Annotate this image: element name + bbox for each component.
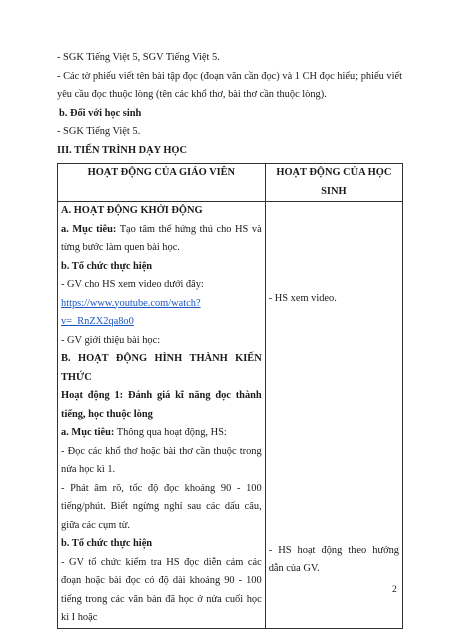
video-link[interactable]: https://www.youtube.com/watch? <box>61 297 201 309</box>
table-header-row <box>58 164 403 202</box>
hs-hoat-dong: - HS hoạt động theo hướng dẫn của GV. <box>268 544 399 574</box>
doc-kho-tho: - Đọc các khổ thơ hoặc bài thơ cần thuộc trong nửa học kì 1. <box>61 445 262 475</box>
hs-spacer <box>269 202 399 290</box>
to-chuc-heading: b. Tổ chức thực hiện <box>61 260 153 272</box>
gv-kiem-tra: - GV tổ chức kiểm tra HS đọc diễn cảm các đoạn hoặc bài đọc có độ dài khoảng 90 - 100 tiếng trong các văn bản đã học ở nửa cuối học kì I hoặc <box>61 556 262 623</box>
hs-spacer-2 <box>269 309 399 542</box>
section-b-heading: B. HOẠT ĐỘNG HÌNH THÀNH KIẾN THỨC <box>61 353 262 383</box>
gv-video-line: - GV cho HS xem video dưới đây: <box>61 279 204 290</box>
hoat-dong-1-heading: Hoạt động 1: Đánh giá kĩ năng đọc thành tiếng, học thuộc lòng <box>61 390 262 420</box>
hs-xem-video: - HS xem video. <box>268 293 337 304</box>
video-link-id[interactable]: v=_RnZX2qa8o0 <box>61 316 134 327</box>
to-chuc-heading-2: b. Tổ chức thực hiện <box>61 538 153 549</box>
section-a-heading: A. HOẠT ĐỘNG KHỞI ĐỘNG <box>61 205 203 216</box>
header-gv: HOẠT ĐỘNG CỦA GIÁO VIÊN <box>58 164 266 202</box>
hs-cell <box>265 202 402 629</box>
heading-tien-trinh: III. TIẾN TRÌNH DẠY HỌC <box>57 144 188 156</box>
table-row <box>58 202 403 629</box>
muc-tieu-b <box>61 424 262 443</box>
muc-tieu-label: a. Mục tiêu: <box>61 223 117 235</box>
muc-tieu-text: Tạo tâm thế hứng thú cho HS và từng bước làm quen bài học. <box>61 223 262 253</box>
intro-line-sgk: - SGK Tiếng Việt 5, SGV Tiếng Việt 5. <box>57 52 220 63</box>
intro-section <box>57 49 402 160</box>
gv-gioi-thieu: - GV giới thiệu bài học: <box>61 334 161 346</box>
phat-am: - Phát âm rõ, tốc độ đọc khoảng 90 - 100 tiếng/phút. Biết ngừng nghỉ sau các dấu câu, giữa các cụm từ. <box>61 482 262 531</box>
video-link-line-1[interactable] <box>61 295 262 314</box>
header-hs: HOẠT ĐỘNG CỦA HỌC SINH <box>265 164 402 202</box>
muc-tieu-2-text: Thông qua hoạt động, HS: <box>114 427 227 438</box>
heading-doi-voi-hoc-sinh: b. Đối với học sinh <box>59 107 142 119</box>
muc-tieu-2-label: a. Mục tiêu: <box>61 427 115 438</box>
page-number: 2 <box>392 585 397 595</box>
intro-line-phieu: - Các tờ phiếu viết tên bài tập đọc (đoạn văn cần đọc) và 1 CH đọc hiểu; phiếu viết yêu cầu đọc thuộc lòng (tên các khổ thơ, bài thơ cần thuộc lòng). <box>57 70 402 100</box>
activity-table <box>57 163 403 629</box>
video-link-line-2[interactable] <box>61 313 262 332</box>
muc-tieu-a <box>61 221 262 258</box>
intro-line-sgk-hs: - SGK Tiếng Việt 5. <box>57 126 141 137</box>
gv-cell <box>58 202 266 629</box>
